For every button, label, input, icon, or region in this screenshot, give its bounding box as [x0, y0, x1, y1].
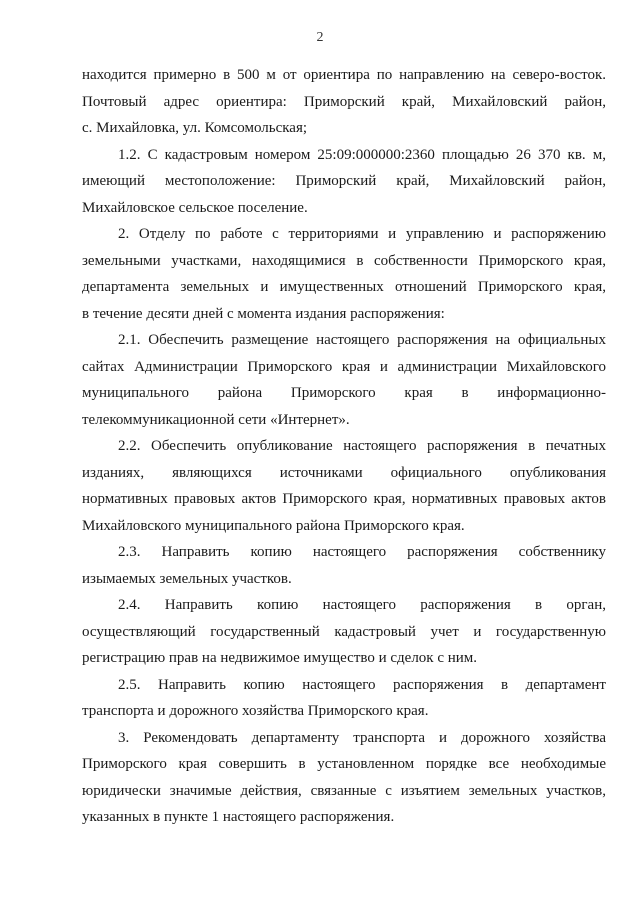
text-line: изданиях, являющихся источниками официального опубликования — [82, 464, 606, 481]
text-line: телекоммуникационной сети «Интернет». — [82, 411, 350, 428]
text-line: Почтовый адрес ориентира: Приморский край, Михайловский район, — [82, 93, 606, 110]
text-line: 2.1. Обеспечить размещение настоящего распоряжения на официальных — [118, 332, 606, 348]
paragraph-p6 — [82, 592, 606, 672]
text-line: муниципального района Приморского края в информационно- — [82, 385, 606, 401]
text-line: Михайловское сельское поселение. — [82, 199, 308, 216]
text-line: Приморского края совершить в установленном порядке все необходимые — [82, 756, 606, 772]
text-line: имеющий местоположение: Приморский край, Михайловский район, — [82, 173, 606, 189]
paragraph-p7 — [82, 672, 606, 725]
page-number: 2 — [316, 30, 324, 45]
text-line: юридически значимые действия, связанные с изъятием земельных участков, — [82, 782, 606, 799]
text-line: 2.2. Обеспечить опубликование настоящего распоряжения в печатных — [118, 438, 606, 454]
text-line: 2.4. Направить копию настоящего распоряжения в орган, — [118, 597, 606, 613]
text-line: изымаемых земельных участков. — [82, 570, 292, 587]
text-line: земельными участками, находящимися в собственности Приморского края, — [82, 252, 606, 269]
text-line: 1.2. С кадастровым номером 25:09:000000:2360 площадью 26 370 кв. м, — [118, 146, 606, 163]
text-line: регистрацию прав на недвижимое имущество и сделок с ним. — [82, 650, 478, 666]
text-line: находится примерно в 500 м от ориентира по направлению на северо-восток. — [82, 67, 606, 83]
text-line: 3. Рекомендовать департаменту транспорта и дорожного хозяйства — [118, 729, 606, 746]
text-line: в течение десяти дней с момента издания распоряжения: — [82, 305, 445, 322]
paragraph-p5 — [82, 539, 606, 592]
text-line: Михайловского муниципального района Приморского края. — [82, 517, 465, 534]
text-line: 2.3. Направить копию настоящего распоряжения собственнику — [118, 544, 606, 560]
text-line: 2. Отделу по работе с территориями и управлению и распоряжению — [118, 226, 606, 242]
document-body — [82, 62, 606, 831]
text-line: транспорта и дорожного хозяйства Приморского края. — [82, 703, 429, 719]
paragraph-p8 — [82, 725, 606, 831]
text-line: указанных в пункте 1 настоящего распоряжения. — [82, 809, 395, 825]
text-line: с. Михайловка, ул. Комсомольская; — [82, 120, 308, 136]
paragraph-p1 — [82, 142, 606, 222]
paragraph-p0 — [82, 62, 606, 142]
text-line: сайтах Администрации Приморского края и администрации Михайловского — [82, 358, 606, 375]
text-line: 2.5. Направить копию настоящего распоряжения в департамент — [118, 676, 606, 693]
paragraph-p3 — [82, 327, 606, 433]
paragraph-p2 — [82, 221, 606, 327]
text-line: нормативных правовых актов Приморского края, нормативных правовых актов — [82, 491, 606, 507]
text-line: департамента земельных и имущественных отношений Приморского края, — [82, 279, 606, 295]
paragraph-p4 — [82, 433, 606, 539]
text-line: осуществляющий государственный кадастровый учет и государственную — [82, 623, 606, 640]
